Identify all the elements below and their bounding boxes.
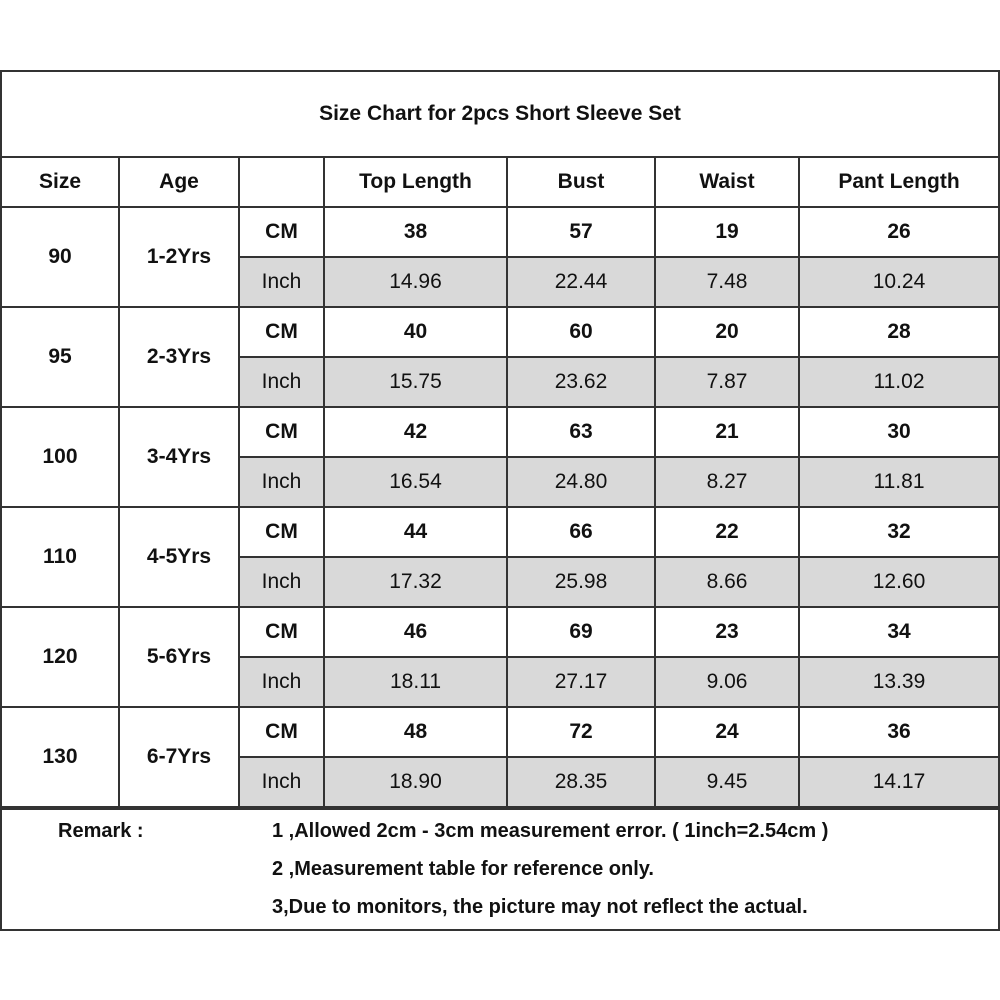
value-cell-cm: 44: [324, 507, 507, 557]
value-cell-inch: 14.96: [324, 257, 507, 307]
header-age: Age: [119, 158, 239, 207]
size-chart: [0, 70, 1000, 931]
unit-cell-inch: Inch: [239, 757, 324, 807]
value-cell-cm: 32: [799, 507, 998, 557]
size-cell: 110: [2, 507, 119, 607]
unit-cell-cm: CM: [239, 707, 324, 757]
unit-cell-inch: Inch: [239, 357, 324, 407]
value-cell-inch: 8.27: [655, 457, 799, 507]
value-cell-cm: 19: [655, 207, 799, 257]
value-cell-inch: 13.39: [799, 657, 998, 707]
value-cell-inch: 24.80: [507, 457, 655, 507]
table-header-row: [2, 158, 998, 207]
size-cell: 130: [2, 707, 119, 807]
table-body: [2, 207, 998, 807]
value-cell-inch: 23.62: [507, 357, 655, 407]
value-cell-inch: 22.44: [507, 257, 655, 307]
value-cell-inch: 18.90: [324, 757, 507, 807]
value-cell-cm: 30: [799, 407, 998, 457]
value-cell-inch: 14.17: [799, 757, 998, 807]
value-cell-cm: 69: [507, 607, 655, 657]
value-cell-inch: 12.60: [799, 557, 998, 607]
table-row-cm: [2, 507, 998, 557]
value-cell-cm: 46: [324, 607, 507, 657]
value-cell-inch: 7.48: [655, 257, 799, 307]
unit-cell-inch: Inch: [239, 457, 324, 507]
remark-line-2: 2 ,Measurement table for reference only.: [272, 858, 654, 880]
unit-cell-cm: CM: [239, 407, 324, 457]
value-cell-cm: 20: [655, 307, 799, 357]
value-cell-inch: 28.35: [507, 757, 655, 807]
age-cell: 3-4Yrs: [119, 407, 239, 507]
value-cell-inch: 9.45: [655, 757, 799, 807]
value-cell-cm: 38: [324, 207, 507, 257]
size-cell: 100: [2, 407, 119, 507]
remark-line-1: 1 ,Allowed 2cm - 3cm measurement error. ( 1inch=2.54cm ): [272, 820, 829, 842]
value-cell-inch: 7.87: [655, 357, 799, 407]
age-cell: 4-5Yrs: [119, 507, 239, 607]
value-cell-inch: 10.24: [799, 257, 998, 307]
table-row-cm: [2, 207, 998, 257]
value-cell-cm: 22: [655, 507, 799, 557]
value-cell-cm: 28: [799, 307, 998, 357]
value-cell-inch: 18.11: [324, 657, 507, 707]
value-cell-cm: 40: [324, 307, 507, 357]
age-cell: 1-2Yrs: [119, 207, 239, 307]
value-cell-cm: 60: [507, 307, 655, 357]
value-cell-cm: 21: [655, 407, 799, 457]
header-size: Size: [2, 158, 119, 207]
unit-cell-inch: Inch: [239, 657, 324, 707]
header-bust: Bust: [507, 158, 655, 207]
value-cell-cm: 63: [507, 407, 655, 457]
header-unit: [239, 158, 324, 207]
value-cell-inch: 11.81: [799, 457, 998, 507]
value-cell-inch: 17.32: [324, 557, 507, 607]
value-cell-cm: 48: [324, 707, 507, 757]
value-cell-cm: 36: [799, 707, 998, 757]
remarks-section: [2, 808, 998, 931]
unit-cell-inch: Inch: [239, 257, 324, 307]
header-pant-length: Pant Length: [799, 158, 998, 207]
size-cell: 90: [2, 207, 119, 307]
size-table: [2, 158, 998, 808]
header-waist: Waist: [655, 158, 799, 207]
value-cell-inch: 15.75: [324, 357, 507, 407]
value-cell-inch: 25.98: [507, 557, 655, 607]
value-cell-inch: 9.06: [655, 657, 799, 707]
unit-cell-cm: CM: [239, 507, 324, 557]
unit-cell-inch: Inch: [239, 557, 324, 607]
value-cell-inch: 27.17: [507, 657, 655, 707]
chart-title: Size Chart for 2pcs Short Sleeve Set: [2, 72, 998, 158]
age-cell: 5-6Yrs: [119, 607, 239, 707]
table-row-cm: [2, 407, 998, 457]
unit-cell-cm: CM: [239, 207, 324, 257]
value-cell-cm: 26: [799, 207, 998, 257]
value-cell-cm: 24: [655, 707, 799, 757]
value-cell-cm: 66: [507, 507, 655, 557]
table-row-cm: [2, 707, 998, 757]
size-cell: 95: [2, 307, 119, 407]
size-cell: 120: [2, 607, 119, 707]
unit-cell-cm: CM: [239, 307, 324, 357]
unit-cell-cm: CM: [239, 607, 324, 657]
value-cell-inch: 8.66: [655, 557, 799, 607]
value-cell-inch: 16.54: [324, 457, 507, 507]
value-cell-cm: 34: [799, 607, 998, 657]
table-row-cm: [2, 307, 998, 357]
value-cell-inch: 11.02: [799, 357, 998, 407]
value-cell-cm: 72: [507, 707, 655, 757]
value-cell-cm: 23: [655, 607, 799, 657]
age-cell: 2-3Yrs: [119, 307, 239, 407]
value-cell-cm: 57: [507, 207, 655, 257]
remark-line-3: 3,Due to monitors, the picture may not reflect the actual.: [272, 896, 808, 918]
table-row-cm: [2, 607, 998, 657]
remark-label: Remark :: [58, 820, 144, 842]
age-cell: 6-7Yrs: [119, 707, 239, 807]
value-cell-cm: 42: [324, 407, 507, 457]
header-top-length: Top Length: [324, 158, 507, 207]
